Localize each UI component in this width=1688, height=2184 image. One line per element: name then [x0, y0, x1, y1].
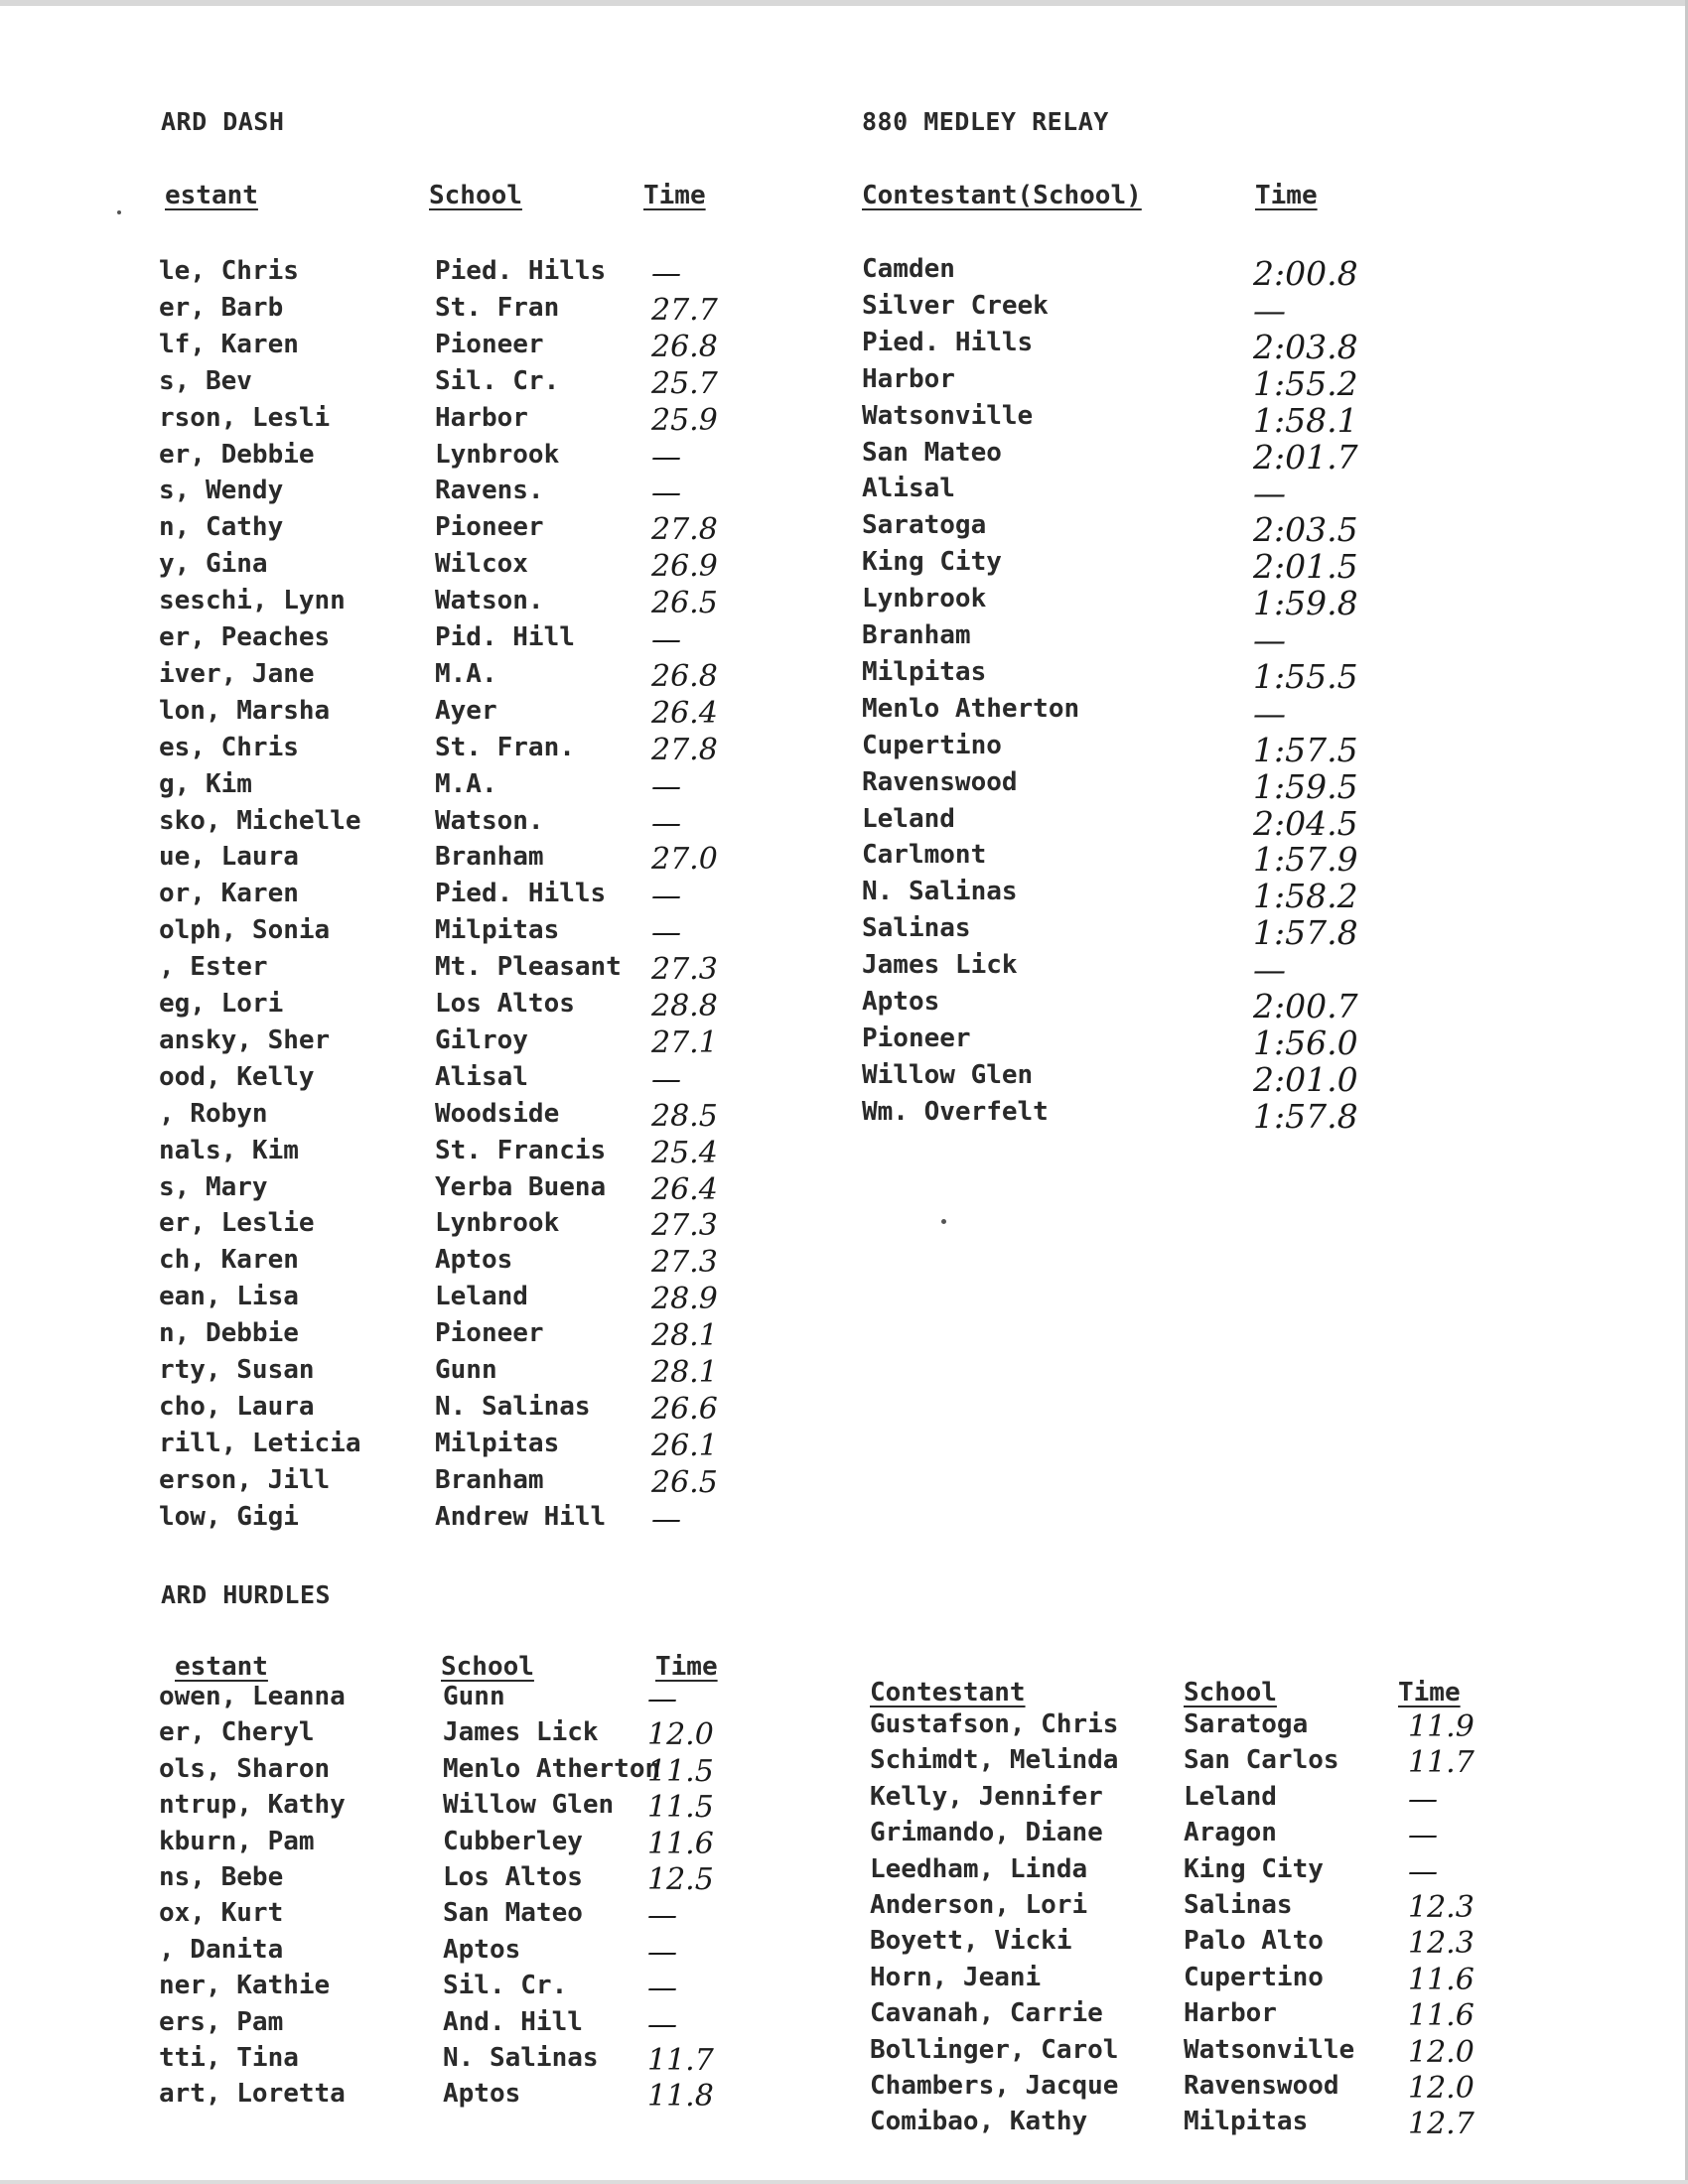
relay-team: Cupertino	[862, 730, 1002, 760]
relay-section-title: 880 MEDLEY RELAY	[862, 107, 1109, 136]
contestant-name: Comibao, Kathy	[870, 2107, 1088, 2137]
relay-time: —	[1253, 620, 1286, 659]
race-time: —	[651, 439, 681, 475]
school-name: Cupertino	[1184, 1962, 1324, 1992]
contestant-name: n, Debbie	[159, 1318, 299, 1349]
school-name: Woodside	[435, 1098, 560, 1129]
contestant-name: ansky, Sher	[159, 1024, 331, 1055]
contestant-name: Schimdt, Melinda	[870, 1745, 1119, 1776]
contestant-name: lf, Karen	[159, 329, 299, 359]
race-time: —	[651, 915, 681, 951]
relay-team: King City	[862, 547, 1002, 578]
race-time: —	[647, 2006, 677, 2042]
school-name: Pioneer	[435, 1318, 544, 1349]
school-name: Palo Alto	[1184, 1926, 1324, 1957]
relay-time: 1:55.5	[1253, 656, 1358, 696]
school-name: Leland	[435, 1282, 528, 1312]
race-time: —	[647, 1934, 677, 1970]
school-name: Harbor	[1184, 1998, 1277, 2029]
scan-edge-top	[0, 0, 1688, 6]
race-time: 28.5	[651, 1098, 718, 1134]
school-name: Andrew Hill	[435, 1501, 607, 1532]
school-name: N. Salinas	[443, 2043, 599, 2073]
school-name: Yerba Buena	[435, 1171, 607, 1202]
school-name: Alisal	[435, 1061, 528, 1092]
contestant-name: s, Bev	[159, 365, 252, 396]
school-name: San Carlos	[1184, 1745, 1339, 1776]
race-time: —	[651, 1501, 681, 1537]
race-time: 26.8	[651, 329, 718, 364]
contestant-name: rty, Susan	[159, 1355, 315, 1385]
contestant-name: low, Gigi	[159, 1501, 299, 1532]
contestant-name: er, Barb	[159, 292, 284, 323]
contestant-name: ntrup, Kathy	[159, 1790, 346, 1821]
contestant-name: Chambers, Jacque	[870, 2071, 1119, 2101]
relay-time: —	[1253, 474, 1286, 513]
hurdles-right-header-school: School	[1184, 1678, 1277, 1707]
race-time: 28.8	[651, 989, 718, 1024]
race-time: 11.7	[1408, 1745, 1475, 1781]
contestant-name: er, Leslie	[159, 1208, 315, 1239]
contestant-name: ox, Kurt	[159, 1898, 284, 1929]
contestant-name: Anderson, Lori	[870, 1890, 1088, 1920]
contestant-name: g, Kim	[159, 768, 252, 799]
relay-header-time: Time	[1255, 181, 1318, 210]
relay-time: 2:00.8	[1253, 254, 1358, 293]
race-time: 12.3	[1408, 1926, 1475, 1962]
school-name: Salinas	[1184, 1890, 1293, 1920]
contestant-name: es, Chris	[159, 732, 299, 762]
contestant-name: Gustafson, Chris	[870, 1709, 1119, 1739]
race-time: 27.3	[651, 952, 718, 988]
school-name: Mt. Pleasant	[435, 952, 622, 983]
race-time: 11.5	[647, 1790, 714, 1826]
relay-time: 2:04.5	[1253, 803, 1358, 843]
race-time: 27.8	[651, 732, 718, 767]
contestant-name: rill, Leticia	[159, 1428, 361, 1458]
school-name: Aptos	[443, 1934, 521, 1965]
race-time: —	[1408, 1818, 1438, 1853]
race-time: —	[1408, 1853, 1438, 1889]
school-name: Wilcox	[435, 549, 528, 580]
race-time: 26.9	[651, 549, 718, 585]
hurdles-left-header-time: Time	[655, 1652, 718, 1682]
school-name: Gunn	[443, 1682, 505, 1711]
relay-time: 1:57.5	[1253, 730, 1358, 769]
relay-team: San Mateo	[862, 437, 1002, 468]
school-name: Aptos	[435, 1245, 513, 1276]
race-time: 26.8	[651, 658, 718, 694]
race-time: —	[647, 1682, 677, 1716]
school-name: Menlo Atherton	[443, 1753, 661, 1784]
school-name: St. Fran.	[435, 732, 575, 762]
contestant-name: er, Cheryl	[159, 1717, 315, 1748]
relay-time: —	[1253, 950, 1286, 990]
contestant-name: ers, Pam	[159, 2006, 284, 2037]
school-name: M.A.	[435, 658, 497, 689]
contestant-name: nals, Kim	[159, 1135, 299, 1165]
scan-speck	[117, 210, 121, 214]
race-time: 25.7	[651, 365, 718, 401]
contestant-name: ner, Kathie	[159, 1971, 331, 2001]
race-time: —	[651, 622, 681, 657]
race-time: 27.1	[651, 1024, 718, 1060]
contestant-name: ch, Karen	[159, 1245, 299, 1276]
school-name: Lynbrook	[435, 1208, 560, 1239]
contestant-name: le, Chris	[159, 256, 299, 286]
race-time: —	[651, 879, 681, 914]
relay-team: Pioneer	[862, 1023, 971, 1053]
relay-team: Camden	[862, 254, 955, 284]
relay-team: Alisal	[862, 474, 955, 504]
relay-time: 1:57.9	[1253, 840, 1358, 880]
race-time: 12.0	[647, 1717, 714, 1753]
relay-time: —	[1253, 693, 1286, 733]
school-name: Milpitas	[435, 915, 560, 946]
relay-team: Ravenswood	[862, 766, 1018, 797]
contestant-name: Boyett, Vicki	[870, 1926, 1072, 1957]
contestant-name: Kelly, Jennifer	[870, 1781, 1103, 1812]
race-time: 26.1	[651, 1428, 718, 1463]
hurdles-left-header-contestant: estant	[175, 1652, 268, 1682]
relay-time: 1:56.0	[1253, 1023, 1358, 1062]
contestant-name: n, Cathy	[159, 512, 284, 543]
relay-team: Lynbrook	[862, 584, 987, 614]
race-time: —	[647, 1971, 677, 2006]
school-name: N. Salinas	[435, 1391, 591, 1422]
race-time: 28.1	[651, 1355, 718, 1390]
contestant-name: Bollinger, Carol	[870, 2034, 1119, 2065]
school-name: Pied. Hills	[435, 879, 607, 909]
relay-team: Branham	[862, 620, 971, 650]
contestant-name: , Robyn	[159, 1098, 268, 1129]
school-name: Branham	[435, 842, 544, 873]
contestant-name: s, Mary	[159, 1171, 268, 1202]
contestant-name: er, Peaches	[159, 622, 331, 652]
race-time: 26.5	[651, 1464, 718, 1500]
school-name: San Mateo	[443, 1898, 583, 1929]
relay-time: 1:59.5	[1253, 766, 1358, 806]
relay-team: Carlmont	[862, 840, 987, 871]
race-time: 26.4	[651, 1171, 718, 1207]
race-time: —	[651, 1061, 681, 1097]
relay-team: Watsonville	[862, 400, 1034, 431]
race-time: 12.3	[1408, 1890, 1475, 1925]
relay-time: 1:57.8	[1253, 913, 1358, 953]
hurdles-right-header-contestant: Contestant	[870, 1678, 1026, 1707]
contestant-name: rson, Lesli	[159, 402, 331, 433]
contestant-name: ood, Kelly	[159, 1061, 315, 1092]
contestant-name: ue, Laura	[159, 842, 299, 873]
school-name: Watsonville	[1184, 2034, 1355, 2065]
school-name: Aragon	[1184, 1818, 1277, 1848]
school-name: Watson.	[435, 805, 544, 836]
contestant-name: sko, Michelle	[159, 805, 361, 836]
relay-time: 1:58.1	[1253, 400, 1358, 440]
school-name: James Lick	[443, 1717, 599, 1748]
relay-team: N. Salinas	[862, 877, 1018, 907]
school-name: Ravens.	[435, 476, 544, 506]
race-time: 26.5	[651, 586, 718, 621]
race-time: 12.0	[1408, 2071, 1475, 2106]
school-name: M.A.	[435, 768, 497, 799]
school-name: Milpitas	[1184, 2107, 1309, 2137]
contestant-name: er, Debbie	[159, 439, 315, 470]
contestant-name: ols, Sharon	[159, 1753, 331, 1784]
school-name: King City	[1184, 1853, 1324, 1884]
school-name: Milpitas	[435, 1428, 560, 1458]
race-time: 12.7	[1408, 2107, 1475, 2142]
race-time: —	[651, 476, 681, 511]
contestant-name: cho, Laura	[159, 1391, 315, 1422]
race-time: 11.6	[1408, 1998, 1475, 2034]
race-time: 11.7	[647, 2043, 714, 2078]
relay-time: 1:58.2	[1253, 877, 1358, 916]
contestant-name: , Ester	[159, 952, 268, 983]
school-name: St. Fran	[435, 292, 560, 323]
school-name: Sil. Cr.	[435, 365, 560, 396]
school-name: Willow Glen	[443, 1790, 615, 1821]
dash-section-title: ARD DASH	[161, 107, 285, 136]
school-name: Sil. Cr.	[443, 1971, 568, 2001]
contestant-name: lon, Marsha	[159, 695, 331, 726]
race-time: 26.6	[651, 1391, 718, 1427]
race-time: 12.5	[647, 1862, 714, 1897]
race-time: —	[1408, 1781, 1438, 1817]
contestant-name: kburn, Pam	[159, 1826, 315, 1856]
relay-header-contestant: Contestant(School)	[862, 181, 1142, 210]
hurdles-right-header-time: Time	[1398, 1678, 1461, 1707]
race-time: 26.4	[651, 695, 718, 731]
relay-team: Aptos	[862, 987, 940, 1017]
race-time: 27.0	[651, 842, 718, 878]
scan-speck	[941, 1219, 946, 1224]
school-name: Gilroy	[435, 1024, 528, 1055]
relay-team: Wm. Overfelt	[862, 1096, 1049, 1127]
race-time: —	[647, 1898, 677, 1934]
contestant-name: y, Gina	[159, 549, 268, 580]
relay-team: Salinas	[862, 913, 971, 944]
race-time: —	[651, 256, 681, 291]
race-time: 27.3	[651, 1208, 718, 1244]
contestant-name: Cavanah, Carrie	[870, 1998, 1103, 2029]
contestant-name: art, Loretta	[159, 2079, 346, 2110]
relay-time: 2:03.5	[1253, 510, 1358, 550]
contestant-name: s, Wendy	[159, 476, 284, 506]
dash-header-time: Time	[643, 181, 706, 210]
relay-team: Pied. Hills	[862, 327, 1034, 357]
contestant-name: seschi, Lynn	[159, 586, 346, 616]
relay-time: 2:01.0	[1253, 1059, 1358, 1099]
contestant-name: ean, Lisa	[159, 1282, 299, 1312]
school-name: Watson.	[435, 586, 544, 616]
school-name: Aptos	[443, 2079, 521, 2110]
relay-team: Menlo Atherton	[862, 693, 1080, 724]
school-name: Branham	[435, 1464, 544, 1495]
school-name: Pied. Hills	[435, 256, 607, 286]
race-time: 11.6	[1408, 1962, 1475, 1997]
school-name: Leland	[1184, 1781, 1277, 1812]
contestant-name: Leedham, Linda	[870, 1853, 1088, 1884]
relay-time: 2:00.7	[1253, 987, 1358, 1025]
relay-team: Willow Glen	[862, 1059, 1034, 1090]
relay-time: 2:03.8	[1253, 327, 1358, 366]
hurdles-left-header-school: School	[441, 1652, 534, 1682]
contestant-name: ns, Bebe	[159, 1862, 284, 1892]
school-name: Harbor	[435, 402, 528, 433]
contestant-name: eg, Lori	[159, 989, 284, 1019]
contestant-name: Grimando, Diane	[870, 1818, 1103, 1848]
dash-header-school: School	[429, 181, 522, 210]
relay-time: 1:55.2	[1253, 363, 1358, 403]
school-name: Los Altos	[435, 989, 575, 1019]
dash-header-contestant: estant	[165, 181, 258, 210]
contestant-name: iver, Jane	[159, 658, 315, 689]
relay-time: —	[1253, 290, 1286, 330]
school-name: Pioneer	[435, 329, 544, 359]
race-time: 25.9	[651, 402, 718, 438]
race-time: 27.3	[651, 1245, 718, 1281]
relay-team: Milpitas	[862, 656, 987, 687]
relay-team: Leland	[862, 803, 955, 834]
relay-time: 2:01.5	[1253, 547, 1358, 587]
contestant-name: tti, Tina	[159, 2043, 299, 2073]
hurdles-section-title: ARD HURDLES	[161, 1580, 332, 1609]
race-time: 11.9	[1408, 1709, 1475, 1744]
school-name: Saratoga	[1184, 1709, 1309, 1739]
school-name: Pid. Hill	[435, 622, 575, 652]
school-name: Lynbrook	[435, 439, 560, 470]
school-name: And. Hill	[443, 2006, 583, 2037]
race-time: 28.9	[651, 1282, 718, 1317]
race-time: —	[651, 768, 681, 804]
race-time: —	[651, 805, 681, 841]
school-name: Pioneer	[435, 512, 544, 543]
relay-time: 1:57.8	[1253, 1096, 1358, 1136]
race-time: 11.6	[647, 1826, 714, 1861]
school-name: Ravenswood	[1184, 2071, 1339, 2101]
contestant-name: owen, Leanna	[159, 1682, 346, 1711]
relay-team: Silver Creek	[862, 290, 1049, 321]
relay-team: James Lick	[862, 950, 1018, 981]
relay-time: 2:01.7	[1253, 437, 1358, 477]
contestant-name: , Danita	[159, 1934, 284, 1965]
race-time: 25.4	[651, 1135, 718, 1170]
race-time: 11.5	[647, 1753, 714, 1789]
school-name: St. Francis	[435, 1135, 607, 1165]
contestant-name: Horn, Jeani	[870, 1962, 1042, 1992]
school-name: Ayer	[435, 695, 497, 726]
race-time: 12.0	[1408, 2034, 1475, 2070]
race-time: 11.8	[647, 2079, 714, 2115]
contestant-name: olph, Sonia	[159, 915, 331, 946]
contestant-name: erson, Jill	[159, 1464, 331, 1495]
contestant-name: or, Karen	[159, 879, 299, 909]
scan-edge-bottom	[0, 2180, 1688, 2184]
race-time: 28.1	[651, 1318, 718, 1354]
race-time: 27.7	[651, 292, 718, 328]
race-time: 27.8	[651, 512, 718, 548]
relay-team: Saratoga	[862, 510, 987, 541]
relay-time: 1:59.8	[1253, 584, 1358, 623]
school-name: Los Altos	[443, 1862, 583, 1892]
relay-team: Harbor	[862, 363, 955, 394]
school-name: Gunn	[435, 1355, 497, 1385]
school-name: Cubberley	[443, 1826, 583, 1856]
